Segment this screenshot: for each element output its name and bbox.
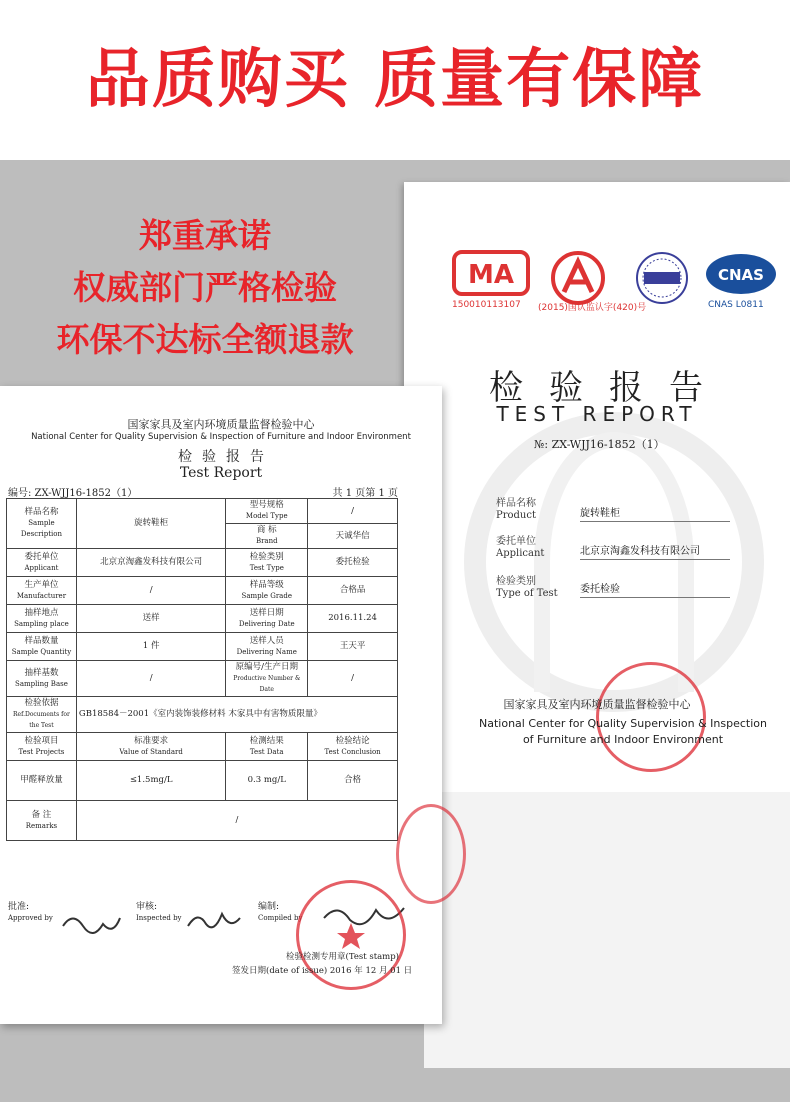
test-type-label: 检验类别 Type of Test [496, 576, 558, 599]
report-title: 检验报告 [489, 368, 729, 408]
table-row: 生产单位 Manufacturer / 样品等级 Sample Grade 合格品 [7, 577, 398, 605]
test-type-value: 委托检验 [580, 580, 730, 598]
table-row: 检验依据 Ref.Documents for the Test GB18584－2001《室内装饰装修材料 木家具中有害物质限量》 [7, 697, 398, 733]
approved-by-label: 批准: Approved by [8, 902, 53, 922]
promise-line-2: 权威部门严格检验 [73, 268, 337, 307]
cal-caption: (2015)国认监认字(420)号 [538, 303, 647, 313]
cma-logo-icon [452, 250, 530, 296]
report-number: №: ZX-WJJ16-1852（1） [534, 438, 665, 451]
report-table [6, 498, 398, 841]
product-value: 旋转鞋柜 [580, 504, 730, 522]
inspected-by-label: 审核: Inspected by [136, 902, 182, 922]
edge-stamp [396, 804, 466, 904]
watermark-arch [534, 432, 694, 692]
product-label: 样品名称 Product [496, 498, 536, 521]
cma-seal-logo-icon [632, 250, 692, 306]
headline: 品质购买 质量有保障 [85, 43, 705, 117]
star-icon [336, 922, 366, 950]
cnas-logo-icon [704, 250, 778, 298]
center-name-cn: 国家家具及室内环境质量监督检验中心 [503, 698, 691, 711]
svg-text:MA: MA [468, 260, 514, 290]
certification-logos [452, 250, 782, 320]
test-stamp-line: 检验检测专用章(Test stamp) [286, 952, 399, 962]
center-name-en: National Center for Quality Supervision & Inspection of Furniture and Indoor Environment [479, 717, 767, 746]
report-title: 检验报告 [178, 449, 274, 465]
report-subtitle: Test Report [179, 465, 263, 481]
cnas-caption: CNAS L0811 [708, 300, 764, 310]
signature-approver [58, 906, 128, 946]
issue-date-line: 签发日期(date of issue) 2016 年 12 月 01 日 [232, 966, 413, 976]
test-report-cover [404, 182, 790, 794]
compiled-by-label: 编制: Compiled by [258, 902, 303, 922]
applicant-label: 委托单位 Applicant [496, 536, 545, 559]
center-name-en: National Center for Quality Supervision & Inspection of Furniture and Indoor Environment [31, 432, 411, 442]
test-report-detail [0, 386, 442, 1024]
header-banner [0, 0, 790, 160]
promise-line-1: 郑重承诺 [139, 216, 271, 255]
table-row: 检验项目 Test Projects 标准要求 Value of Standard 检测结果 Test Data 检验结论 Test Conclusion [7, 733, 398, 761]
report-number: 编号: ZX-WJJ16-1852（1） [8, 488, 138, 499]
svg-text:CNAS: CNAS [718, 266, 764, 284]
cal-logo-icon [550, 250, 606, 306]
table-row: 甲醛释放量 ≤1.5mg/L 0.3 mg/L 合格 [7, 761, 398, 801]
center-name-cn: 国家家具及室内环境质量监督检验中心 [127, 418, 315, 431]
table-row: 商 标 Brand 天诚华信 [7, 524, 398, 549]
table-row: 备 注 Remarks / [7, 801, 398, 841]
table-row: 抽样地点 Sampling place 送样 送样日期 Delivering Date 2016.11.24 [7, 605, 398, 633]
eco-illustration [424, 792, 790, 1068]
report-subtitle: TEST REPORT [496, 402, 698, 426]
page-count: 共 1 页第 1 页 [332, 488, 398, 499]
table-row: 样品名称 Sample Description 旋转鞋柜 型号规格 Model Type / [7, 499, 398, 524]
table-row: 样品数量 Sample Quantity 1 件 送样人员 Delivering Name 王天平 [7, 633, 398, 661]
cma-caption: 150010113107 [452, 300, 521, 310]
table-row: 委托单位 Applicant 北京京淘鑫发科技有限公司 检验类别 Test Type 委托检验 [7, 549, 398, 577]
signature-inspector [184, 904, 244, 940]
promise-line-3: 环保不达标全额退款 [56, 320, 354, 359]
applicant-value: 北京京淘鑫发科技有限公司 [580, 542, 730, 560]
promise-block [0, 210, 410, 366]
table-row: 抽样基数 Sampling Base / 原编号/生产日期 Productive Number & Date / [7, 661, 398, 697]
